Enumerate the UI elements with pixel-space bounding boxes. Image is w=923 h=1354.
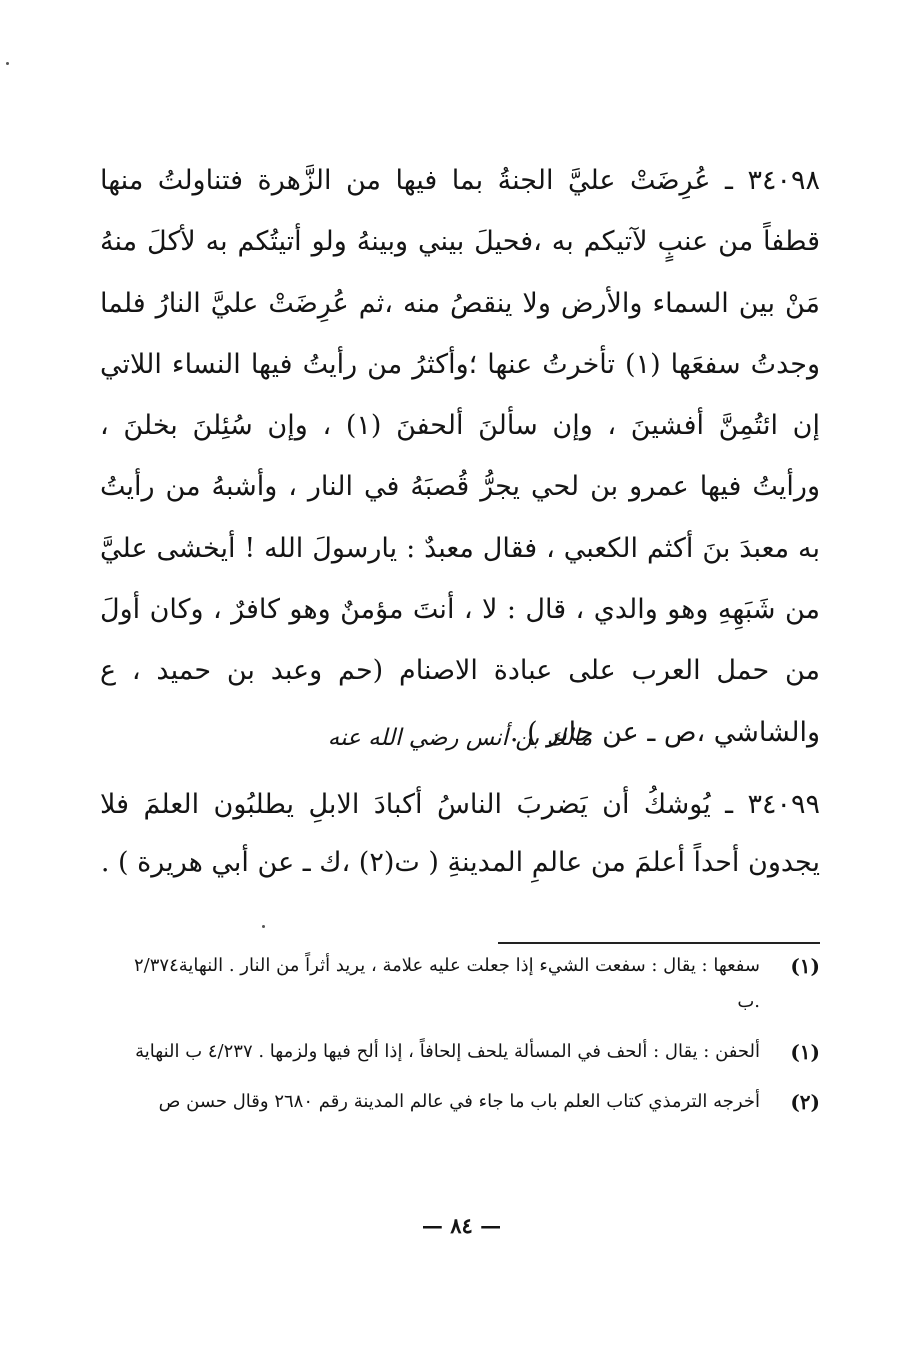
footnote-number: (٢) (790, 1090, 820, 1114)
footnote (120, 1034, 820, 1070)
footnote-text: سفعها : يقال : سفعت الشيء إذا جعلت عليه علامة ، يريد أثراً من النار . النهاية٢/٣٧٤ .ب (134, 955, 760, 1012)
hadith-34098: ٣٤٠٩٨ ـ عُرِضَتْ عليَّ الجنةُ بما فيها من الزَّهرة فتناولتُ منها قطفاً من عنبٍ لآتيكم به ،فحيلَ بيني وبينهُ ولو أتيتُكم به لأكلَ منهُ مَنْ بين السماء والأرض ولا ينقصُ منه ،ثم عُرِضَتْ عليَّ النارُ فلما وجدتُ سفعَها (١) تأخرتُ عنها ؛وأكثرُ من رأيتُ فيها النساء اللاتي إن ائتُمِنَّ أفشينَ ، وإن سألنَ ألحفنَ (١) ، وإن سُئِلنَ بخلنَ ، ورأيتُ فيها عمرو بن لحي يجرُّ قُصبَهُ في النار ، وأشبهُ من رأيتُ به معبدَ بنَ أكثم الكعبي ، فقال معبدٌ : يارسولَ الله ! أيخشى عليَّ من شَبَهِهِ وهو والدي ، قال : لا ، أنتَ مؤمنٌ وهو كافرٌ ، وكان أولَ من حمل العرب على عبادة الاصنام (حم وعبد بن حميد ، ع والشاشي ،ص ـ عن جابر ) . (100, 165, 820, 748)
footnotes (120, 948, 820, 1134)
footnote (120, 1084, 820, 1120)
hadith-34099: ٣٤٠٩٩ ـ يُوشكُ أن يَضربَ الناسُ أكبادَ الابلِ يطلبُون العلمَ فلا يجدون أحداً أعلمَ من عالمِ المدينةِ ( ت(٢) ،ك ـ عن أبي هريرة ) . (100, 789, 820, 878)
footnote-separator (498, 942, 820, 944)
footnote-number: (١) (790, 954, 820, 978)
main-text (100, 150, 820, 892)
scan-speck (6, 62, 9, 65)
section-title: مالك بن أنس رضي الله عنه (327, 725, 593, 751)
footnote-number: (١) (790, 1040, 820, 1064)
scan-speck (262, 925, 265, 928)
footnote-text: ألحفن : يقال : ألحف في المسألة يلحف إلحافاً ، إذا ألح فيها ولزمها . ٤/٢٣٧ ب النهاية (135, 1041, 760, 1062)
page-number: — ٨٤ — (421, 1213, 502, 1238)
footnote (120, 948, 820, 1020)
footnote-text: أخرجه الترمذي كتاب العلم باب ما جاء في عالم المدينة رقم ٢٦٨٠ وقال حسن ص (158, 1091, 760, 1112)
